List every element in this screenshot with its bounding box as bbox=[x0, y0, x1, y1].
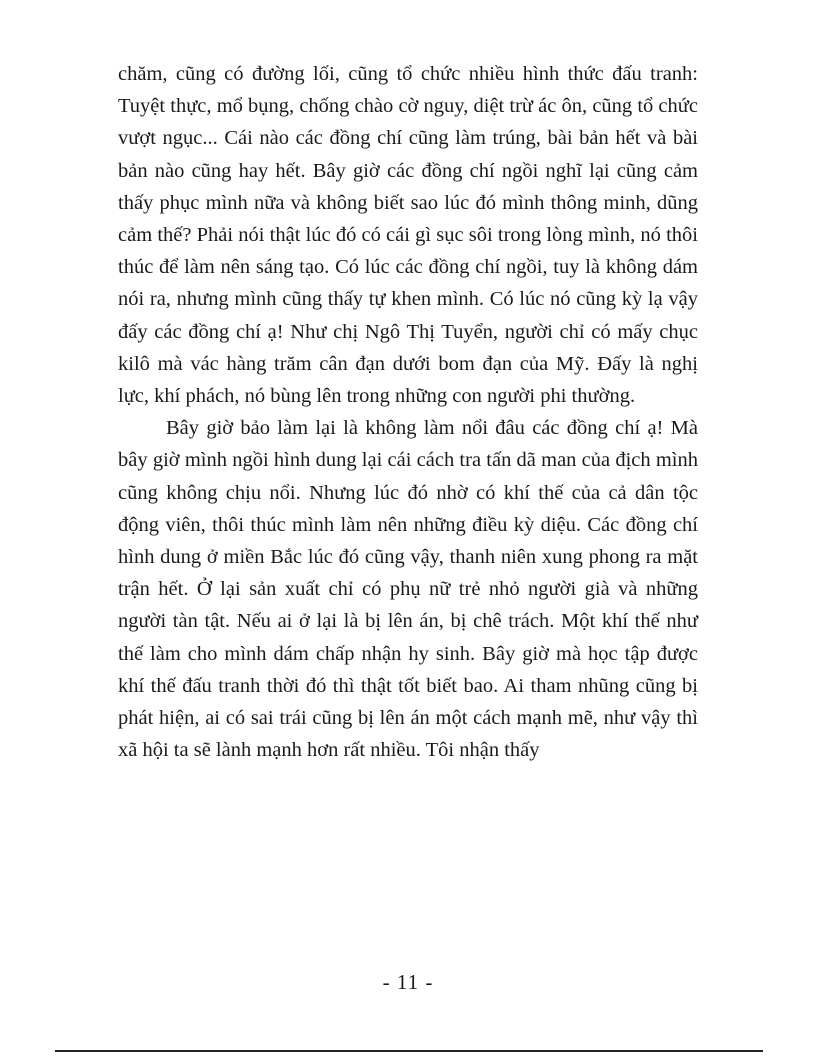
body-text bbox=[118, 58, 698, 766]
paragraph: Bây giờ bảo làm lại là không làm nổi đâu các đồng chí ạ! Mà bây giờ mình ngồi hình dung lại cái cách tra tấn dã man của địch mình cũng không chịu nổi. Nhưng lúc đó nhờ có khí thế của cả dân tộc động viên, thôi thúc mình làm nên những điều kỳ diệu. Các đồng chí hình dung ở miền Bắc lúc đó cũng vậy, thanh niên xung phong ra mặt trận hết. Ở lại sản xuất chỉ có phụ nữ trẻ nhỏ người già và những người tàn tật. Nếu ai ở lại là bị lên án, bị chê trách. Một khí thế như thế làm cho mình dám chấp nhận hy sinh. Bây giờ mà học tập được khí thế đấu tranh thời đó thì thật tốt biết bao. Ai tham nhũng cũng bị phát hiện, ai có sai trái cũng bị lên án một cách mạnh mẽ, như vậy thì xã hội ta sẽ lành mạnh hơn rất nhiều. Tôi nhận thấy bbox=[118, 417, 698, 762]
page-number: - 11 - bbox=[382, 970, 434, 994]
paragraph-continued: chăm, cũng có đường lối, cũng tổ chức nhiều hình thức đấu tranh: Tuyệt thực, mổ bụng, chống chào cờ nguy, diệt trừ ác ôn, cũng tổ chức vượt ngục... Cái nào các đồng chí cũng làm trúng, bài bản hết và bài bản nào cũng hay hết. Bây giờ các đồng chí ngồi nghĩ lại cũng cảm thấy phục mình nữa và không biết sao lúc đó mình thông minh, dũng cảm thế? Phải nói thật lúc đó có cái gì sục sôi trong lòng mình, nó thôi thúc để làm nên sáng tạo. Có lúc các đồng chí ngồi, tuy là không dám nói ra, nhưng mình cũng thấy tự khen mình. Có lúc nó cũng kỳ lạ vậy đấy các đồng chí ạ! Như chị Ngô Thị Tuyển, người chỉ có mấy chục kilô mà vác hàng trăm cân đạn dưới bom đạn của Mỹ. Đấy là nghị lực, khí phách, nó bùng lên trong những con người phi thường. bbox=[118, 63, 698, 408]
bottom-divider bbox=[55, 1050, 763, 1052]
